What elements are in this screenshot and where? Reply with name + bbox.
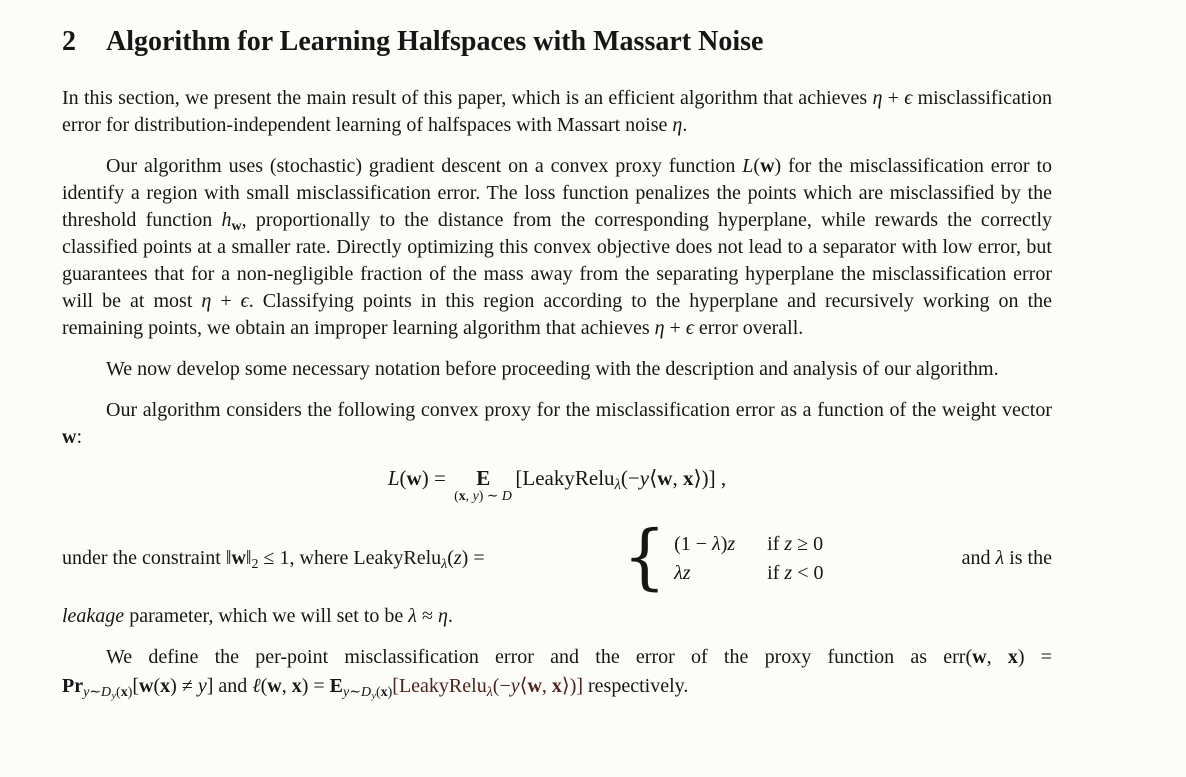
- run-em: leakage: [62, 605, 125, 628]
- run-t: under the constraint: [62, 546, 226, 569]
- run-t: ) ∼: [478, 488, 502, 504]
- run-t: Our algorithm uses (stochastic) gradient descent on a convex proxy function: [106, 155, 743, 177]
- run-sub: [343, 685, 392, 700]
- run-b: x: [682, 466, 694, 490]
- run-b: w: [527, 675, 542, 698]
- run-t: respectively.: [583, 675, 689, 698]
- run-t: if: [767, 561, 785, 584]
- run-i: λz: [674, 561, 691, 584]
- run-i: L: [742, 155, 754, 177]
- run-i: η: [672, 114, 683, 136]
- run-i: λ: [712, 532, 721, 555]
- run-t: ⟨: [649, 466, 658, 490]
- run-t: ⟩)] ,: [693, 466, 727, 490]
- run-t: ): [720, 532, 728, 555]
- run-i: h: [221, 209, 232, 231]
- run-t: We define the per-point misclassification error and the error of the proxy function as err(: [106, 646, 973, 669]
- run-t: (: [375, 685, 381, 701]
- section-title: Algorithm for Learning Halfspaces with Massart Noise: [106, 26, 764, 57]
- run-b: w: [760, 155, 775, 177]
- run-t: error overall.: [693, 317, 804, 339]
- run-subi: λ: [486, 685, 493, 701]
- run-t: ≤ 1, where LeakyRelu: [258, 546, 442, 569]
- run-t: ) =: [1017, 646, 1053, 669]
- paragraph-algorithm-overview: [62, 153, 1052, 342]
- run-t: (: [447, 546, 454, 569]
- cases-grid: [674, 531, 823, 586]
- run-t: (: [260, 675, 268, 698]
- run-i: y: [472, 488, 479, 504]
- display-equation-loss: [62, 465, 1052, 503]
- run-subi: y: [371, 690, 376, 702]
- run-i: y: [510, 675, 520, 698]
- constraint-line: [62, 516, 1052, 600]
- run-sc: D: [101, 685, 112, 701]
- run-t: (1 −: [674, 532, 713, 555]
- run-t: +: [664, 317, 686, 339]
- run-subi: λ: [614, 477, 621, 494]
- run-t: ) =: [301, 675, 330, 698]
- run-t: , proportionally to the distance from the corresponding hyperplane, while rewards the correctly classified points at a smaller rate. Directly optimizing this convex objective does not lead to a separator with low error, but guarantees that for a non-negligible fraction of the mass away from the separating hyperplane the misclassification error will be at most: [62, 209, 1053, 312]
- run-t: [LeakyRelu: [392, 675, 487, 698]
- section-heading: [62, 24, 1052, 59]
- run-t: (−: [492, 675, 511, 698]
- run-b: w: [972, 646, 987, 669]
- run-t: (: [454, 488, 459, 504]
- run-i: ϵ: [904, 87, 913, 109]
- run-i: η: [437, 605, 448, 628]
- run-t: misclassification error for distribution-independent learning of halfspaces with Massart noise: [62, 87, 1052, 136]
- run-t: (−: [620, 466, 640, 490]
- run-t: ‖: [225, 546, 232, 569]
- run-i: z: [784, 561, 793, 584]
- run-i: ϵ: [685, 317, 694, 339]
- run-t: ,: [541, 675, 552, 698]
- run-t: ] and: [206, 675, 253, 698]
- run-t: parameter, which we will set to be: [124, 605, 409, 628]
- run-t: (: [399, 466, 407, 490]
- run-i: y: [639, 466, 650, 490]
- run-b: x: [380, 685, 388, 701]
- run-subi: y: [111, 690, 117, 702]
- run-t: ) ≠: [170, 675, 198, 698]
- stack-top: [476, 467, 490, 489]
- run-i: y: [197, 675, 207, 698]
- run-i: λ: [995, 546, 1005, 569]
- run-i: y: [83, 685, 90, 701]
- run-i: z: [453, 546, 462, 569]
- stack-subscript: [454, 488, 512, 503]
- run-sc: D: [501, 488, 513, 504]
- run-i: z: [784, 532, 793, 555]
- run-b: w: [406, 466, 422, 490]
- run-t: ): [127, 685, 133, 701]
- run-b: x: [1007, 646, 1018, 669]
- section-number: 2: [62, 26, 76, 57]
- run-t: and: [961, 546, 996, 569]
- run-b: x: [551, 675, 562, 698]
- paragraph-error-definition-line2: [62, 671, 1052, 702]
- run-t: .: [682, 114, 688, 136]
- run-i: η: [872, 87, 883, 109]
- run-stack: [454, 467, 512, 503]
- constraint-right-text: [962, 545, 1052, 572]
- run-i: η: [654, 317, 665, 339]
- run-b: w: [657, 466, 673, 490]
- run-t: :: [76, 426, 83, 448]
- run-t: ) for the misclassification error to identify a region with small misclassification error. The loss function penalizes the points which are misclassified by the threshold function: [62, 155, 1052, 231]
- case-row1-value: [674, 531, 735, 557]
- paragraph-convex-proxy: [62, 397, 1052, 451]
- run-b: x: [458, 488, 466, 504]
- run-t: ): [387, 685, 393, 701]
- run-sub: 2: [251, 556, 259, 572]
- run-i: z: [727, 532, 736, 555]
- run-t: (: [153, 675, 161, 698]
- run-i: λ: [408, 605, 417, 628]
- run-t: +: [882, 87, 905, 109]
- run-i: L: [387, 466, 400, 490]
- run-b: x: [120, 685, 128, 701]
- case-row2-value: [674, 560, 735, 586]
- case-row2-condition: [767, 560, 823, 586]
- run-t: (: [753, 155, 761, 177]
- run-subi: λ: [441, 556, 448, 572]
- run-i: y: [343, 685, 350, 701]
- run-t: We now develop some necessary notation before proceeding with the description and analysis of our algorithm.: [106, 358, 999, 380]
- run-t: . Classifying points in this region according to the hyperplane and recursively working on the remaining points, we obtain an improper learning algorithm that achieves: [62, 290, 1053, 339]
- run-t: ≥ 0: [792, 532, 824, 555]
- paragraph-intro: [62, 85, 1052, 139]
- run-b: w: [139, 675, 154, 698]
- run-t: ,: [672, 466, 683, 490]
- case-row1-condition: [767, 531, 823, 557]
- run-t: ∼: [349, 685, 361, 701]
- run-t: ∼: [89, 685, 102, 701]
- run-i: η: [201, 290, 212, 312]
- run-t: ,: [986, 646, 1008, 669]
- run-b: x: [291, 675, 302, 698]
- run-t: ) =: [421, 466, 452, 490]
- run-b: x: [160, 675, 171, 698]
- piecewise-cases: [622, 516, 824, 600]
- run-t: In this section, we present the main result of this paper, which is an efficient algorithm that achieves: [62, 87, 873, 109]
- run-i: ϵ: [240, 290, 249, 312]
- leakage-parameter-line: [62, 603, 1052, 630]
- run-t: ⟩)]: [561, 675, 584, 698]
- run-t: ≈: [416, 605, 438, 628]
- run-b: w: [231, 546, 246, 569]
- left-brace: {: [622, 516, 667, 600]
- run-subb: w: [231, 218, 242, 234]
- constraint-left-text: [62, 545, 485, 572]
- run-m: [392, 675, 584, 701]
- run-t: ‖: [245, 546, 252, 569]
- run-t: ⟨: [519, 675, 528, 698]
- run-b: Pr: [62, 675, 84, 698]
- run-sc: D: [360, 685, 372, 701]
- run-b: w: [267, 675, 282, 698]
- run-t: ) =: [461, 546, 485, 569]
- run-t: is the: [1004, 546, 1052, 569]
- paragraph-error-definition-line1: [62, 644, 1052, 671]
- run-t: (: [116, 685, 121, 701]
- run-i: ℓ: [252, 675, 261, 698]
- run-t: [LeakyRelu: [515, 466, 615, 490]
- run-t: ,: [465, 488, 473, 504]
- run-t: [: [132, 675, 140, 698]
- paragraph-notation: [62, 356, 1052, 383]
- run-t: < 0: [792, 561, 824, 584]
- run-t: if: [767, 532, 785, 555]
- run-t: Our algorithm considers the following convex proxy for the misclassification error as a function of the weight vector: [106, 399, 1052, 421]
- run-b: E: [476, 466, 491, 490]
- run-b: E: [329, 675, 344, 698]
- run-sub: [83, 685, 132, 700]
- run-b: w: [62, 426, 77, 448]
- run-t: ,: [281, 675, 292, 698]
- run-t: .: [447, 605, 453, 628]
- run-t: +: [211, 290, 241, 312]
